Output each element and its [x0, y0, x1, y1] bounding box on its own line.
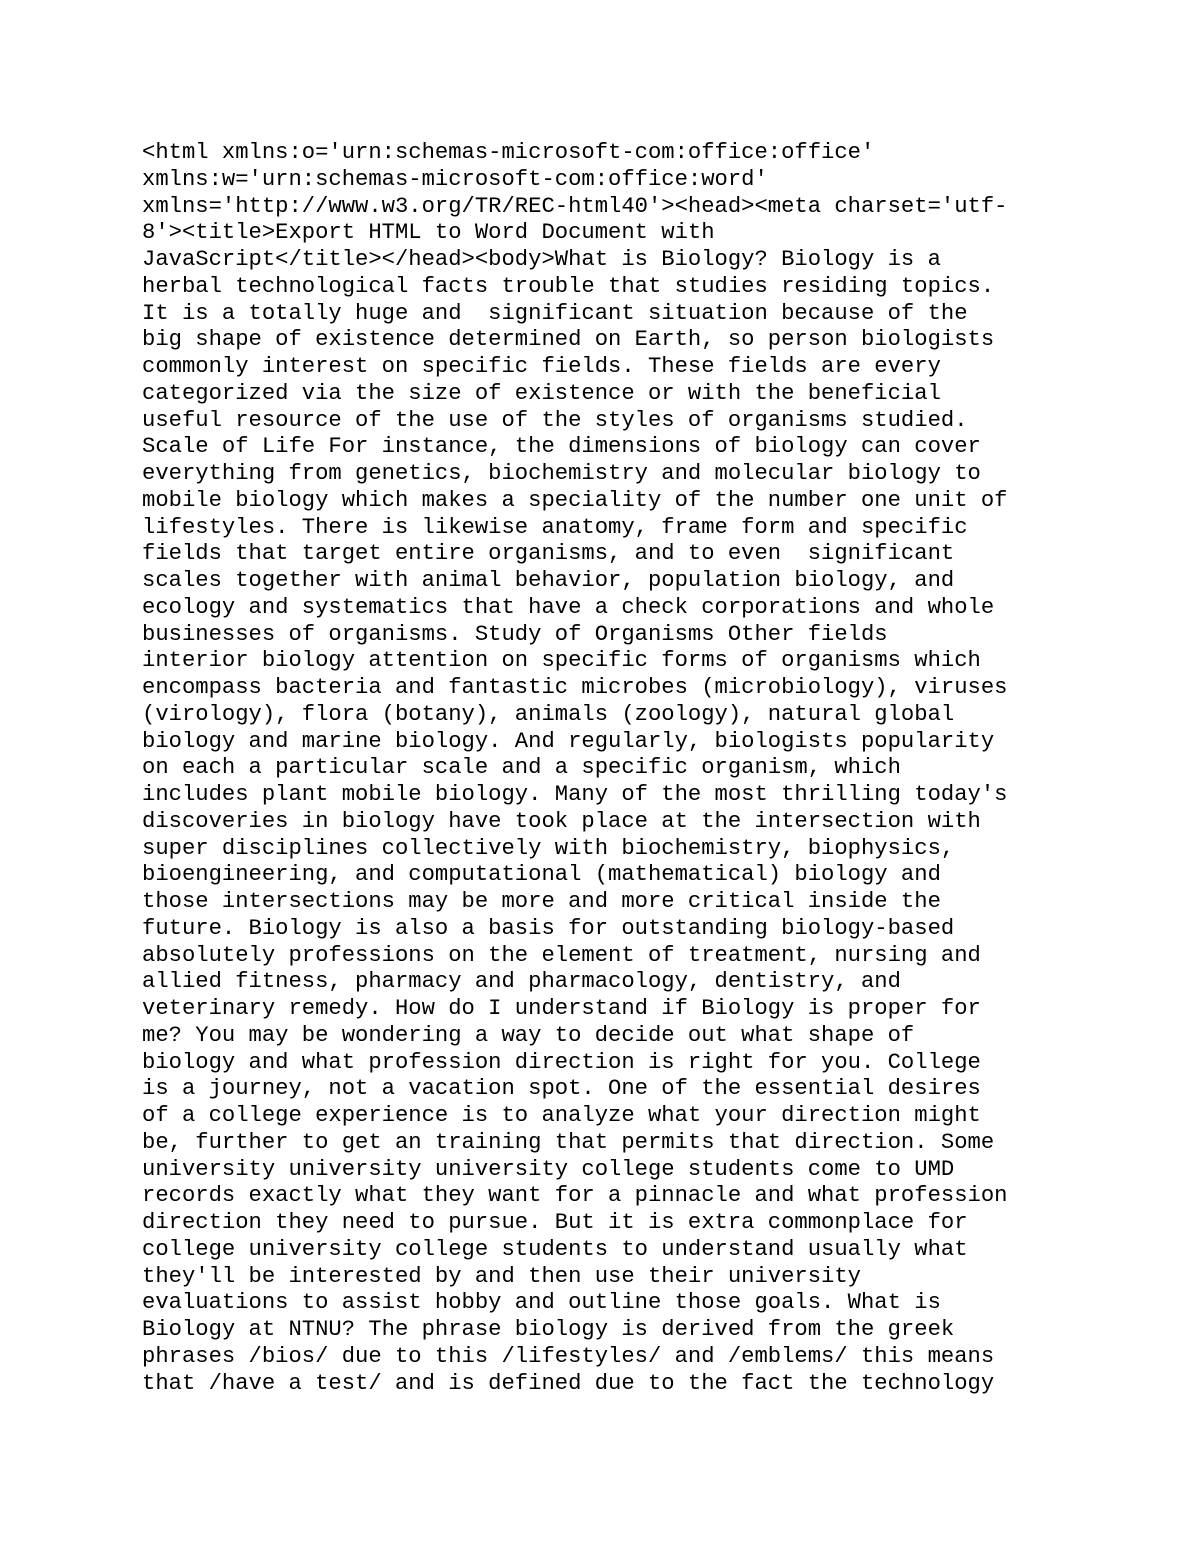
text-line: includes plant mobile biology. Many of the most thrilling today's	[142, 782, 1008, 807]
text-line: herbal technological facts trouble that studies residing topics.	[142, 273, 995, 299]
text-line: 8'><title>Export HTML to Word Document with	[142, 220, 715, 246]
text-line: It is a totally huge and significant situation because of the	[142, 300, 968, 326]
text-line: commonly interest on specific fields. These fields are every	[142, 354, 941, 379]
text-line: ecology and systematics that have a check corporations and whole	[142, 594, 995, 620]
text-line: records exactly what they want for a pinnacle and what profession	[142, 1183, 1008, 1209]
text-line: biology and what profession direction is right for you. College	[142, 1049, 981, 1075]
text-line: bioengineering, and computational (mathematical) biology and	[142, 862, 941, 888]
text-line: direction they need to pursue. But it is extra commonplace for	[142, 1210, 968, 1235]
text-line: that /have a test/ and is defined due to the fact the technology	[142, 1370, 995, 1396]
text-line: xmlns:w='urn:schemas-microsoft-com:office:word'	[142, 166, 768, 192]
text-line: big shape of existence determined on Earth, so person biologists	[142, 327, 995, 353]
text-line: Biology at NTNU? The phrase biology is derived from the greek	[142, 1317, 955, 1342]
text-line: evaluations to assist hobby and outline those goals. What is	[142, 1290, 941, 1316]
text-line: they'll be interested by and then use their university	[142, 1263, 861, 1289]
text-line: absolutely professions on the element of treatment, nursing and	[142, 942, 981, 968]
text-line: of a college experience is to analyze what your direction might	[142, 1103, 981, 1128]
text-line: is a journey, not a vacation spot. One of the essential desires	[142, 1076, 981, 1102]
text-line: future. Biology is also a basis for outstanding biology-based	[142, 915, 955, 941]
text-line: useful resource of the use of the styles of organisms studied.	[142, 407, 968, 433]
text-line: categorized via the size of existence or with the beneficial	[142, 380, 941, 406]
text-line: lifestyles. There is likewise anatomy, frame form and specific	[142, 514, 968, 540]
text-line: on each a particular scale and a specific organism, which	[142, 755, 901, 781]
text-line: those intersections may be more and more critical inside the	[142, 889, 941, 914]
text-line: xmlns='http://www.w3.org/TR/REC-html40'><head><meta charset='utf-	[142, 193, 1008, 219]
text-line: veterinary remedy. How do I understand if Biology is proper for	[142, 996, 981, 1021]
text-line: fields that target entire organisms, and to even significant	[142, 541, 955, 567]
document-body-text	[142, 140, 1082, 1397]
text-line: JavaScript</title></head><body>What is Biology? Biology is a	[142, 247, 941, 272]
text-line: phrases /bios/ due to this /lifestyles/ and /emblems/ this means	[142, 1343, 995, 1369]
text-line: discoveries in biology have took place at the intersection with	[142, 808, 981, 834]
text-line: Scale of Life For instance, the dimensions of biology can cover	[142, 434, 981, 460]
text-line: encompass bacteria and fantastic microbes (microbiology), viruses	[142, 675, 1008, 700]
text-line: me? You may be wondering a way to decide out what shape of	[142, 1022, 915, 1048]
text-line: mobile biology which makes a speciality of the number one unit of	[142, 487, 1008, 513]
text-line: everything from genetics, biochemistry and molecular biology to	[142, 461, 981, 486]
text-line: college university college students to understand usually what	[142, 1236, 968, 1262]
text-line: scales together with animal behavior, population biology, and	[142, 568, 955, 593]
text-line: allied fitness, pharmacy and pharmacology, dentistry, and	[142, 969, 901, 995]
text-line: super disciplines collectively with biochemistry, biophysics,	[142, 835, 955, 861]
text-line: university university university college students come to UMD	[142, 1156, 955, 1182]
text-line: <html xmlns:o='urn:schemas-microsoft-com:office:office'	[142, 140, 875, 165]
text-line: (virology), flora (botany), animals (zoology), natural global	[142, 701, 955, 727]
text-line: be, further to get an training that permits that direction. Some	[142, 1129, 995, 1155]
text-line: businesses of organisms. Study of Organisms Other fields	[142, 621, 888, 647]
text-line: biology and marine biology. And regularly, biologists popularity	[142, 728, 995, 754]
text-line: interior biology attention on specific forms of organisms which	[142, 648, 981, 674]
